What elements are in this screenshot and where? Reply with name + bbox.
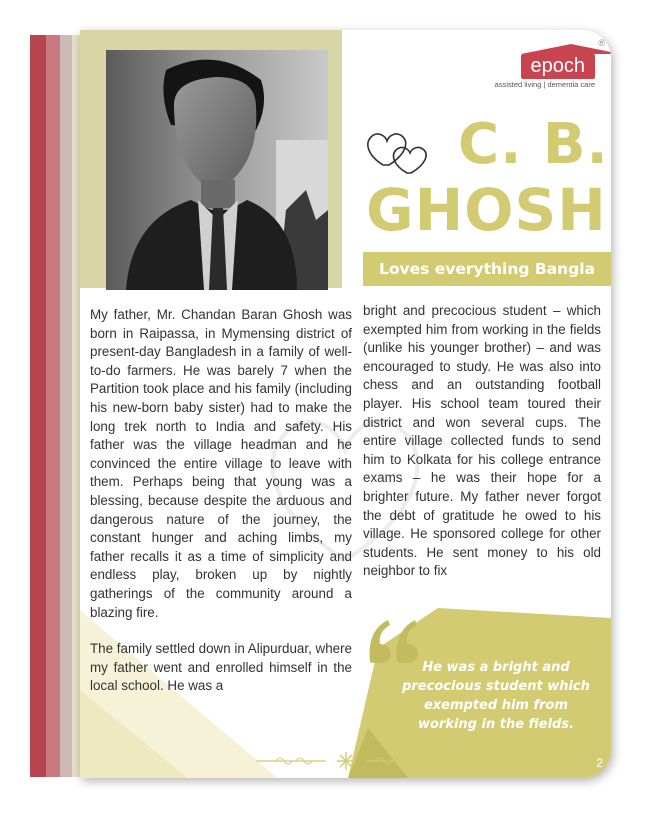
side-stripe-red xyxy=(30,35,46,777)
epoch-logo xyxy=(494,38,605,89)
paragraph: My father, Mr. Chandan Baran Ghosh was born in Raipassa, in Mymensing district of present-day Bangladesh in a family of well-to-do farmers. He was barely 7 when the Partition took place and his family (including his new-born baby sister) had to make the long trek north to India and safety. His father was the village headman and he convinced the entire village to leave with them. Perhaps being that young was a blessing, because despite the arduous and dangerous nature of the journey, the constant hunger and aching limbs, my father recalls it as a time of simplicity and endless play, broken up by nightly gatherings of the community around a blazing fire. xyxy=(90,307,352,620)
title-initials: C. B. xyxy=(458,112,609,177)
body-column-right xyxy=(363,302,601,599)
body-column-left xyxy=(90,306,352,714)
logo-tagline: assisted living | dementia care xyxy=(494,80,595,89)
registered-mark: ® xyxy=(598,38,605,48)
side-stripe-pink xyxy=(46,35,60,777)
side-stripe-grey xyxy=(60,35,72,777)
floral-divider-icon xyxy=(256,750,436,777)
page-number: 2 xyxy=(596,756,603,770)
paragraph: The family settled down in Alipurduar, where my father went and enrolled himself in the local school. He was a xyxy=(90,641,352,694)
portrait-photo xyxy=(106,50,328,290)
pull-quote-text: He was a bright and precocious student which exempted him from working in the fields. xyxy=(402,660,590,732)
logo-wordmark: epoch xyxy=(530,55,585,77)
magazine-page xyxy=(80,30,611,778)
subtitle-banner: Loves everything Bangla xyxy=(363,252,611,286)
title-surname: GHOSH xyxy=(366,176,607,244)
paragraph: bright and precocious student – which exempted him from working in the fields (unlike his younger brother) – and was encouraged to study. He was also into chess and an outstanding football player. His school team toured their district and won several cups. The entire village collected funds to send him to Kolkata for his college entrance exams – he was their hope for a brighter future. My father never forgot the debt of gratitude he owed to his village. He sponsored college for other students. He sent money to his old neighbor to fix xyxy=(363,303,601,579)
